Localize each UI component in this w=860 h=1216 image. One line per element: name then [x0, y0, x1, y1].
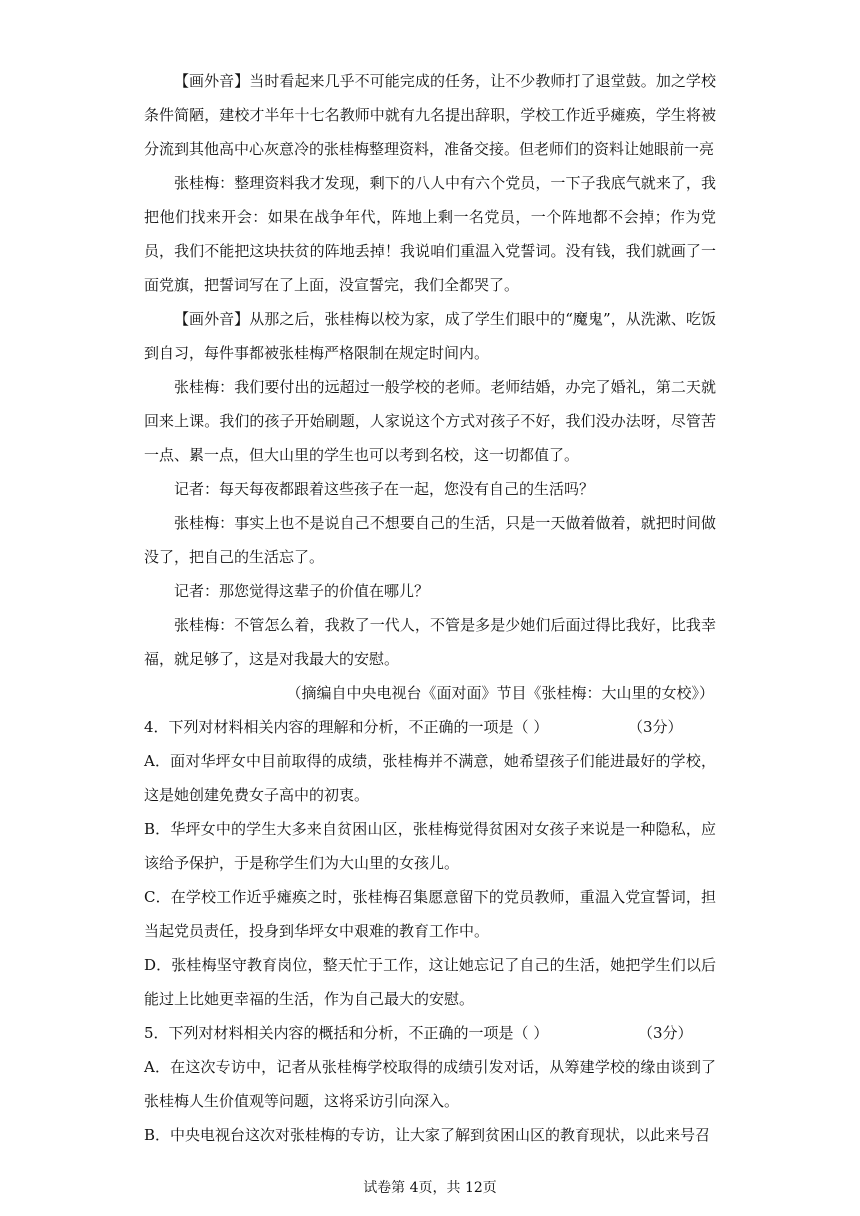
question-4-option-d: D．张桂梅坚守教育岗位，整天忙于工作，这让她忘记了自己的生活，她把学生们以后能过上比她更幸福的生活，作为自己最大的安慰。 — [144, 956, 716, 1008]
reporter-question-2: 记者：那您觉得这辈子的价值在哪儿？ — [174, 582, 430, 600]
voiceover-paragraph-2: 【画外音】从那之后，张桂梅以校为家，成了学生们眼中的“魔鬼”，从洗漱、吃饭到自习，每件事都被张桂梅严格限制在规定时间内。 — [144, 310, 716, 362]
page-footer: 试卷第 4页，共 12页 — [363, 1180, 497, 1196]
question-5-text: 5．下列对材料相关内容的概括和分析，不正确的一项是（ ） — [144, 1024, 549, 1042]
question-4-option-a: A．面对华坪女中目前取得的成绩，张桂梅并不满意，她希望孩子们能进最好的学校，这是她创建免费女子高中的初衷。 — [144, 752, 716, 804]
zhang-guimei-paragraph-1: 张桂梅：整理资料我才发现，剩下的八人中有六个党员，一下子我底气就来了，我把他们找来开会：如果在战争年代，阵地上剩一名党员，一个阵地都不会掉；作为党员，我们不能把这块扶贫的阵地丢掉！我说咱们重温入党誓词。没有钱，我们就画了一面党旗，把誓词写在了上面，没宣誓完，我们全都哭了。 — [144, 174, 716, 294]
zhang-guimei-paragraph-2: 张桂梅：我们要付出的远超过一般学校的老师。老师结婚，办完了婚礼，第二天就回来上课。我们的孩子开始刷题，人家说这个方式对孩子不好，我们没办法呀，尽管苦一点、累一点，但大山里的学生也可以考到名校，这一切都值了。 — [144, 378, 716, 464]
zhang-guimei-paragraph-3: 张桂梅：事实上也不是说自己不想要自己的生活，只是一天做着做着，就把时间做没了，把自己的生活忘了。 — [144, 514, 716, 566]
question-4-option-c: C．在学校工作近乎瘫痪之时，张桂梅召集愿意留下的党员教师，重温入党宣誓词，担当起党员责任，投身到华坪女中艰难的教育工作中。 — [144, 888, 716, 940]
question-4-option-b: B．华坪女中的学生大多来自贫困山区，张桂梅觉得贫困对女孩子来说是一种隐私，应该给予保护，于是称学生们为大山里的女孩儿。 — [144, 820, 716, 872]
question-5-option-b: B．中央电视台这次对张桂梅的专访，让大家了解到贫困山区的教育现状，以此来号召 — [144, 1126, 711, 1144]
voiceover-paragraph-1: 【画外音】当时看起来几乎不可能完成的任务，让不少教师打了退堂鼓。加之学校条件简陋，建校才半年十七名教师中就有九名提出辞职，学校工作近乎瘫痪，学生将被分流到其他高中心灰意冷的张桂梅整理资料，准备交接。但老师们的资料让她眼前一亮 — [144, 72, 716, 158]
question-5-stem — [144, 1016, 716, 1050]
question-4-score: （3分） — [628, 718, 683, 736]
question-5-option-a: A．在这次专访中，记者从张桂梅学校取得的成绩引发对话，从筹建学校的缘由谈到了张桂梅人生价值观等问题，这将采访引向深入。 — [144, 1058, 716, 1110]
question-4-stem — [144, 710, 716, 744]
zhang-guimei-paragraph-4: 张桂梅：不管怎么着，我救了一代人，不管是多是少她们后面过得比我好，比我幸福，就足够了，这是对我最大的安慰。 — [144, 616, 716, 668]
reporter-question-1: 记者：每天每夜都跟着这些孩子在一起，您没有自己的生活吗？ — [174, 480, 595, 498]
question-4-text: 4．下列对材料相关内容的理解和分析，不正确的一项是（ ） — [144, 718, 549, 736]
source-citation: （摘编自中央电视台《面对面》节目《张桂梅：大山里的女校》） — [286, 684, 714, 702]
question-5-score: （3分） — [638, 1024, 693, 1042]
